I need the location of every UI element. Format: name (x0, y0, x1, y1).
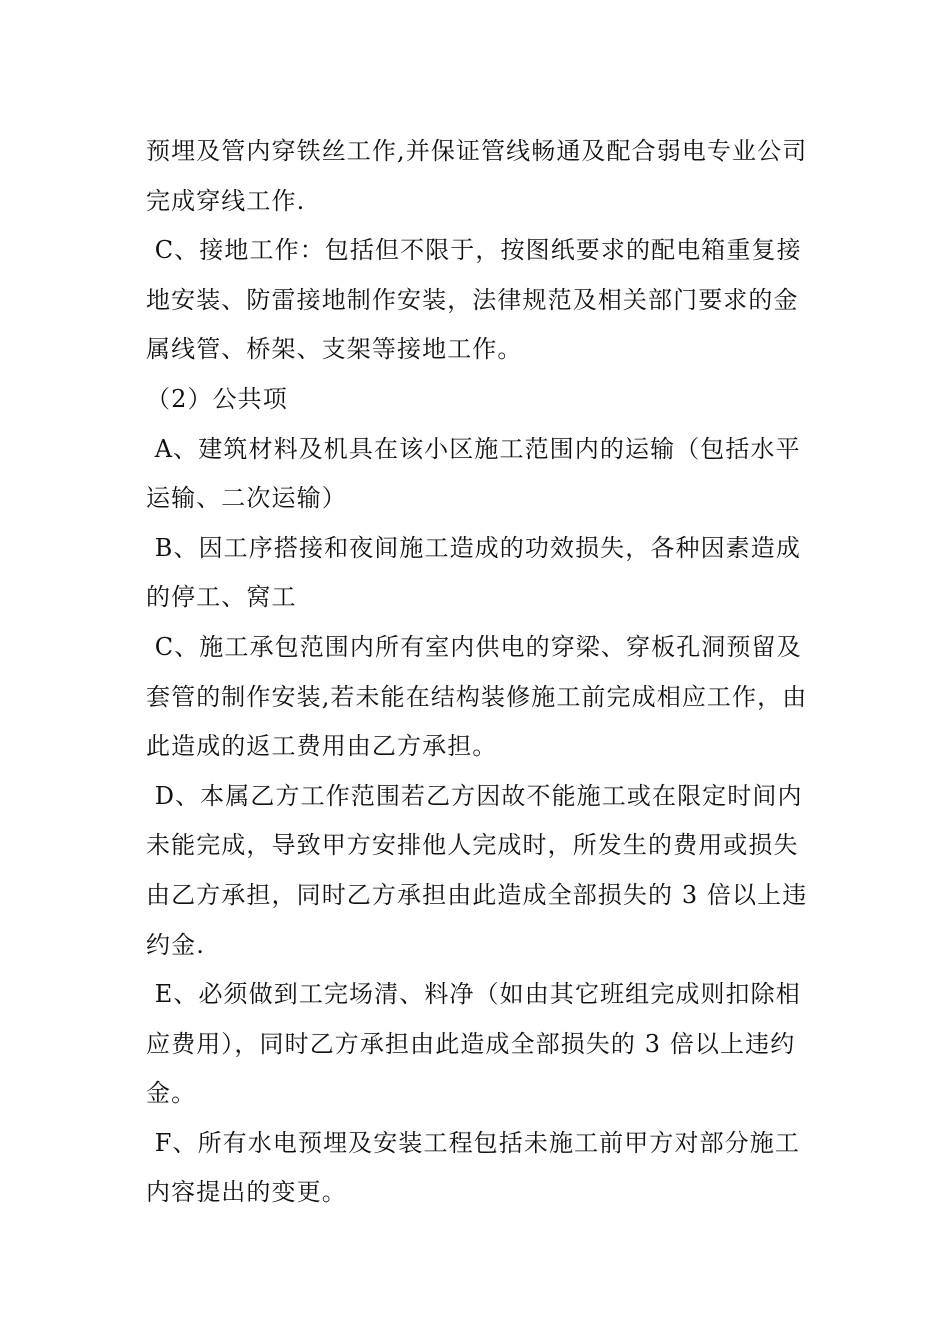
paragraph-item-f: F、所有水电预埋及安装工程包括未施工前甲方对部分施工内容提出的变更。 (146, 1128, 800, 1207)
paragraph-conduit-wiring: 预埋及管内穿铁丝工作,并保证管线畅通及配合弱电专业公司完成穿线工作. (146, 137, 808, 215)
section-heading-public-items: （2）公共项 (146, 384, 288, 413)
paragraph-item-c: C、施工承包范围内所有室内供电的穿梁、穿板孔洞预留及套管的制作安装,若未能在结构装修施工前完成相应工作，由此造成的返工费用由乙方承担。 (146, 632, 808, 761)
paragraph-item-a: A、建筑材料及机具在该小区施工范围内的运输（包括水平运输、二次运输） (146, 434, 801, 513)
document-body (146, 127, 810, 1218)
paragraph-item-e: E、必须做到工完场清、料净（如由其它班组完成则扣除相应费用），同时乙方承担由此造成全部损失的 3 倍以上违约金。 (146, 980, 801, 1108)
paragraph-grounding-work: C、接地工作：包括但不限于，按图纸要求的配电箱重复接地安装、防雷接地制作安装，法律规范及相关部门要求的金属线管、桥架、支架等接地工作。 (146, 236, 802, 364)
paragraph-item-b: B、因工序搭接和夜间施工造成的功效损失，各种因素造成的停工、窝工 (146, 533, 801, 612)
paragraph-item-d: D、本属乙方工作范围若乙方因故不能施工或在限定时间内未能完成，导致甲方安排他人完成时，所发生的费用或损失由乙方承担，同时乙方承担由此造成全部损失的 3 倍以上违约金. (146, 781, 808, 959)
